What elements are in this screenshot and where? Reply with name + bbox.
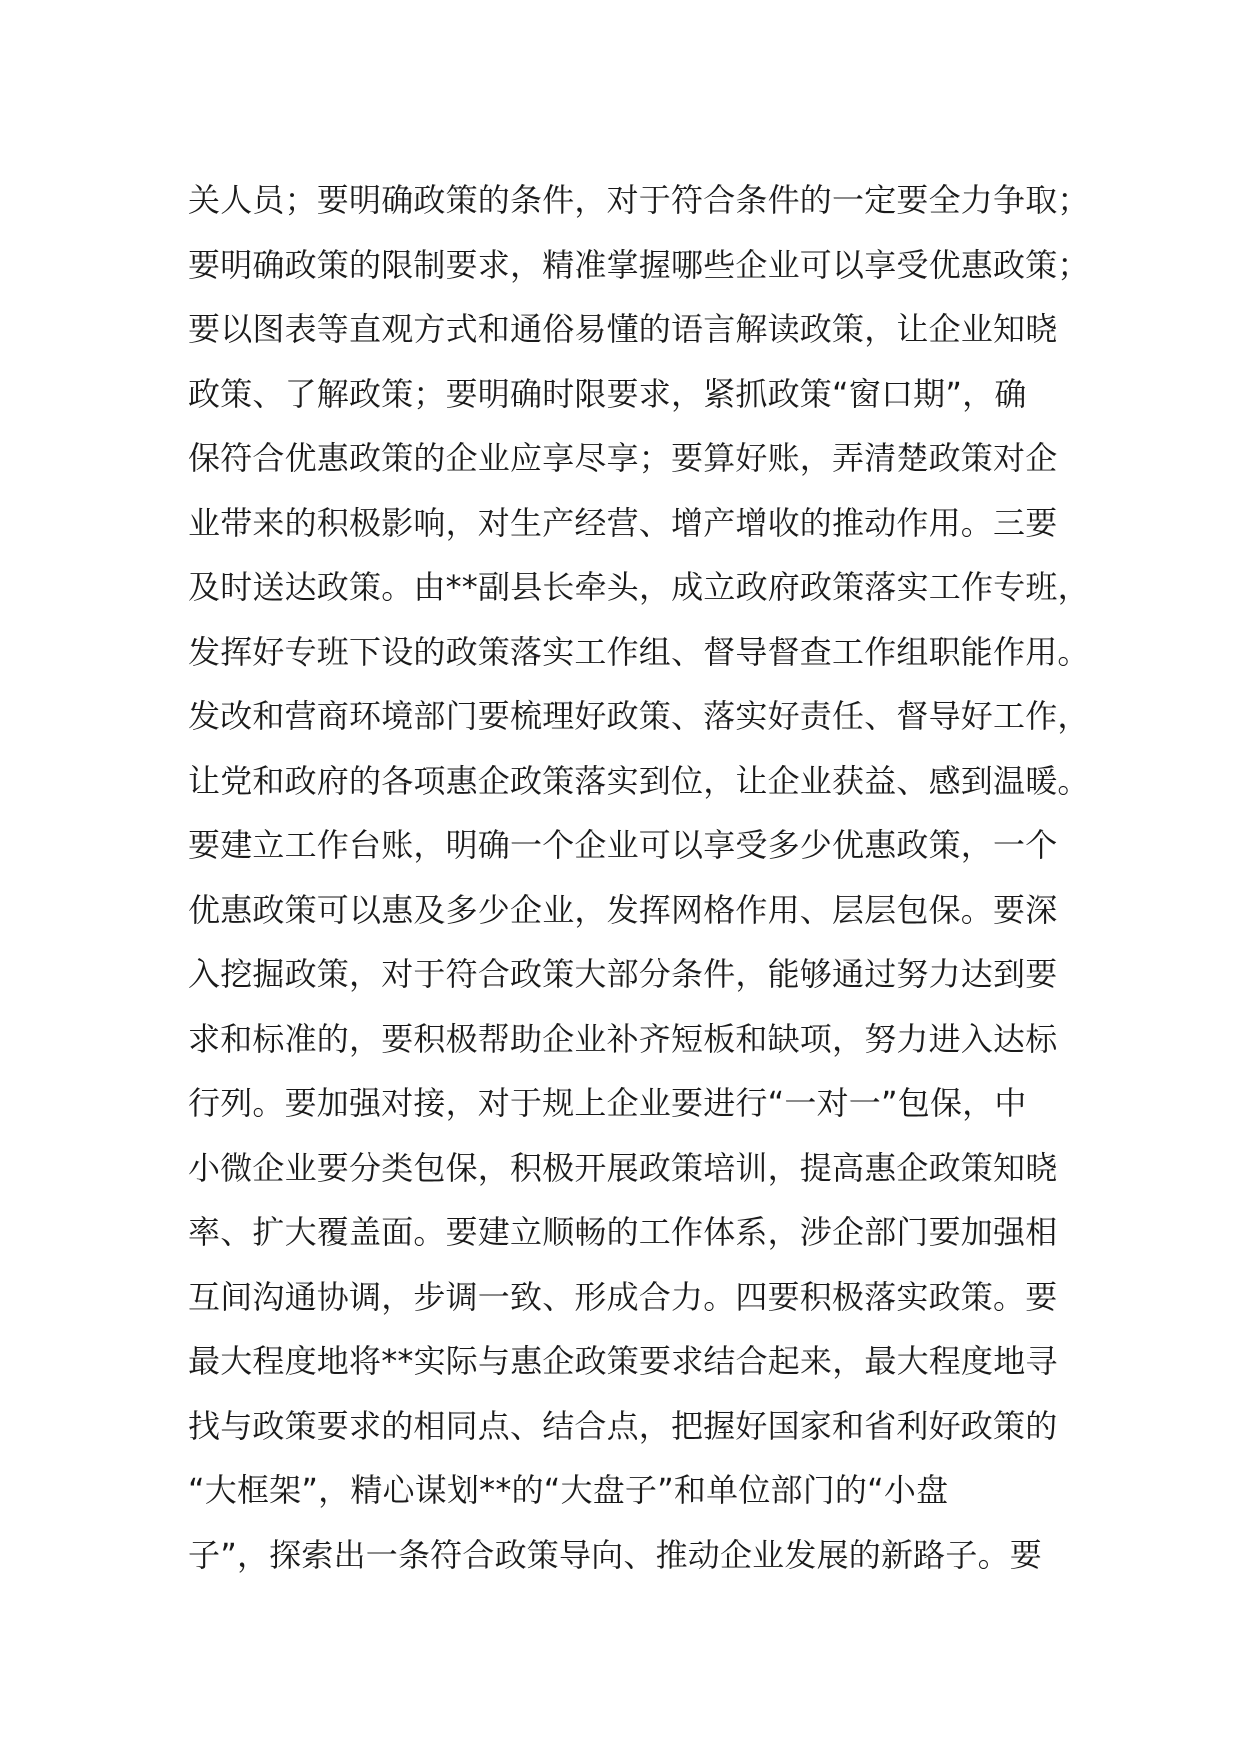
text-line: 及时送达政策。由**副县长牵头，成立政府政策落实工作专班， <box>188 568 1090 606</box>
text-line: 入挖掘政策，对于符合政策大部分条件，能够通过努力达到要 <box>188 955 1058 993</box>
text-line: “大框架”，精心谋划**的“大盘子”和单位部门的“小盘 <box>188 1471 949 1509</box>
text-line: 发挥好专班下设的政策落实工作组、督导督查工作组职能作用。 <box>188 632 1090 671</box>
body-paragraph <box>188 168 1088 1587</box>
text-line: 要建立工作台账，明确一个企业可以享受多少优惠政策，一个 <box>188 826 1058 864</box>
text-line: 业带来的积极影响，对生产经营、增产增收的推动作用。三要 <box>188 503 1058 542</box>
text-line: 保符合优惠政策的企业应享尽享；要算好账，弄清楚政策对企 <box>188 439 1058 477</box>
text-line: 求和标准的，要积极帮助企业补齐短板和缺项，努力进入达标 <box>188 1019 1058 1058</box>
text-line: 要以图表等直观方式和通俗易懂的语言解读政策，让企业知晓 <box>188 310 1058 348</box>
text-line: 关人员；要明确政策的条件，对于符合条件的一定要全力争取； <box>188 181 1090 219</box>
text-line: 子”，探索出一条符合政策导向、推动企业发展的新路子。要 <box>188 1535 1042 1574</box>
text-line: 找与政策要求的相同点、结合点，把握好国家和省利好政策的 <box>188 1406 1058 1445</box>
text-line: 率、扩大覆盖面。要建立顺畅的工作体系，涉企部门要加强相 <box>188 1213 1058 1251</box>
text-line: 互间沟通协调，步调一致、形成合力。四要积极落实政策。要 <box>188 1277 1058 1316</box>
text-line: 让党和政府的各项惠企政策落实到位，让企业获益、感到温暖。 <box>188 761 1090 800</box>
text-line: 最大程度地将**实际与惠企政策要求结合起来，最大程度地寻 <box>188 1342 1058 1380</box>
text-line: 要明确政策的限制要求，精准掌握哪些企业可以享受优惠政策； <box>188 245 1090 284</box>
text-line: 政策、了解政策；要明确时限要求，紧抓政策“窗口期”，确 <box>188 374 1027 413</box>
text-line: 发改和营商环境部门要梳理好政策、落实好责任、督导好工作， <box>188 697 1090 735</box>
text-line: 行列。要加强对接，对于规上企业要进行“一对一”包保，中 <box>188 1084 1027 1122</box>
text-line: 小微企业要分类包保，积极开展政策培训，提高惠企政策知晓 <box>188 1148 1058 1187</box>
text-line: 优惠政策可以惠及多少企业，发挥网格作用、层层包保。要深 <box>188 890 1058 929</box>
